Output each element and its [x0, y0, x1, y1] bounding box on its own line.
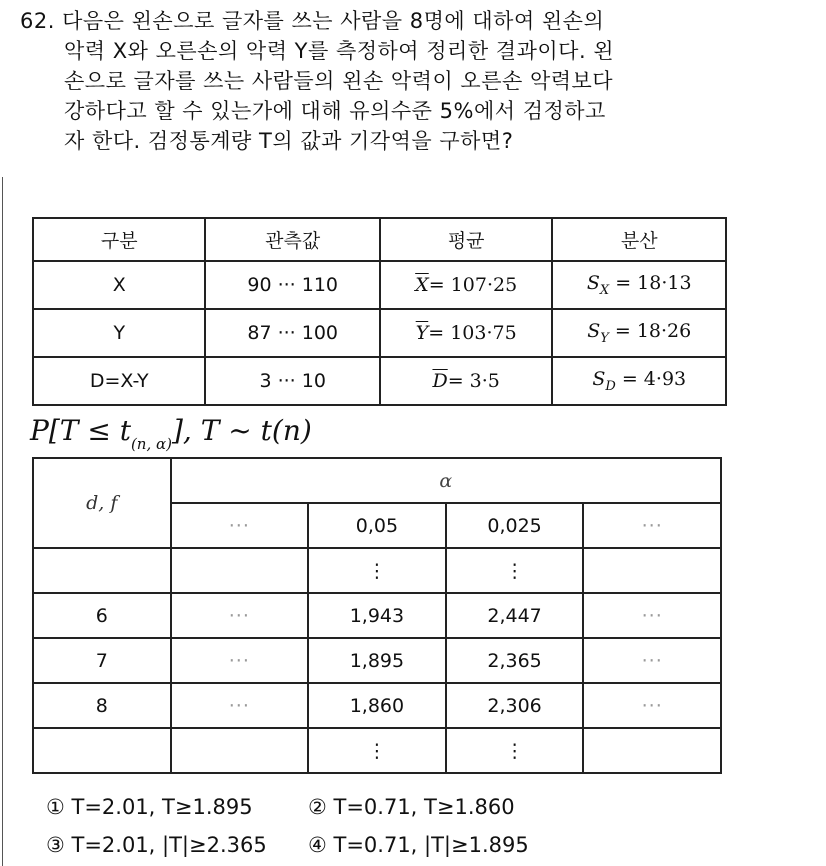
value-cell: ⋮ — [308, 548, 446, 593]
value-cell — [583, 548, 721, 593]
choice-4[interactable]: ④ T=0.71, |T|≥1.895 — [308, 833, 529, 857]
mean-cell: $\overline{D}= 3\cdot 5$ — [380, 357, 553, 405]
table-row — [33, 548, 721, 593]
variance-cell: $S_D = 4\cdot 93$ — [552, 357, 726, 405]
observed-cell: 3 ··· 10 — [205, 357, 379, 405]
df-cell: 6 — [33, 593, 171, 638]
table-row — [33, 638, 721, 683]
value-cell: ··· — [583, 638, 721, 683]
value-cell: ⋮ — [446, 728, 584, 773]
table-row — [33, 683, 721, 728]
question-number: 62. — [20, 9, 55, 33]
df-cell: 8 — [33, 683, 171, 728]
question-text — [20, 6, 820, 156]
question-line: 62. 다음은 왼손으로 글자를 쓰는 사람을 8명에 대하여 왼손의 — [20, 9, 605, 33]
value-cell: 1,895 — [308, 638, 446, 683]
choice-row — [46, 826, 529, 864]
value-cell — [171, 728, 309, 773]
value-cell: 1,860 — [308, 683, 446, 728]
table-row — [33, 261, 726, 309]
question-line: 악력 X와 오른손의 악력 Y를 측정하여 정리한 결과이다. 왼 — [64, 39, 615, 63]
answer-choices — [46, 788, 529, 864]
t-distribution-table — [32, 457, 722, 774]
row-label: D=X-Y — [33, 357, 205, 405]
table-row — [33, 728, 721, 773]
variance-cell: $S_X = 18\cdot 13$ — [552, 261, 726, 309]
header-cell: 관측값 — [205, 218, 379, 261]
choice-3[interactable]: ③ T=2.01, |T|≥2.365 — [46, 833, 267, 857]
probability-formula: $P[T \le t_{(n, \alpha)}]$, T ~ t(n) — [30, 414, 312, 453]
value-cell: 2,447 — [446, 593, 584, 638]
choice-1[interactable]: ① T=2.01, T≥1.895 — [46, 795, 253, 819]
header-cell: 평균 — [380, 218, 553, 261]
alpha-col: 0,05 — [308, 503, 446, 548]
choice-2[interactable]: ② T=0.71, T≥1.860 — [308, 795, 515, 819]
variance-cell: $S_Y = 18\cdot 26$ — [552, 309, 726, 357]
value-cell: ⋮ — [308, 728, 446, 773]
alpha-col: 0,025 — [446, 503, 584, 548]
table-row — [33, 309, 726, 357]
value-cell: 2,365 — [446, 638, 584, 683]
summary-table — [32, 217, 727, 406]
value-cell: 2,306 — [446, 683, 584, 728]
question-line: 강하다고 할 수 있는가에 대해 유의수준 5%에서 검정하고 — [64, 99, 606, 123]
alpha-header: α — [171, 458, 721, 503]
value-cell: ··· — [171, 638, 309, 683]
mean-cell: $\overline{X}= 107\cdot 25$ — [380, 261, 553, 309]
table-row — [33, 357, 726, 405]
value-cell — [583, 728, 721, 773]
row-label: Y — [33, 309, 205, 357]
value-cell: ··· — [583, 683, 721, 728]
left-margin-rule — [2, 177, 3, 866]
value-cell: ⋮ — [446, 548, 584, 593]
df-header: d, f — [33, 458, 171, 548]
table-header-row — [33, 458, 721, 503]
alpha-col: ··· — [171, 503, 309, 548]
header-cell: 분산 — [552, 218, 726, 261]
df-cell: 7 — [33, 638, 171, 683]
df-cell — [33, 548, 171, 593]
value-cell: ··· — [171, 593, 309, 638]
value-cell — [171, 548, 309, 593]
alpha-col: ··· — [583, 503, 721, 548]
question-line: 손으로 글자를 쓰는 사람들의 왼손 악력이 오른손 악력보다 — [64, 69, 614, 93]
question-line: 자 한다. 검정통계량 T의 값과 기각역을 구하면? — [64, 129, 514, 153]
table-row — [33, 593, 721, 638]
observed-cell: 87 ··· 100 — [205, 309, 379, 357]
row-label: X — [33, 261, 205, 309]
value-cell: ··· — [583, 593, 721, 638]
df-cell — [33, 728, 171, 773]
value-cell: ··· — [171, 683, 309, 728]
value-cell: 1,943 — [308, 593, 446, 638]
table-header-row — [33, 218, 726, 261]
mean-cell: $\overline{Y}= 103\cdot 75$ — [380, 309, 553, 357]
header-cell: 구분 — [33, 218, 205, 261]
observed-cell: 90 ··· 110 — [205, 261, 379, 309]
choice-row — [46, 788, 529, 826]
